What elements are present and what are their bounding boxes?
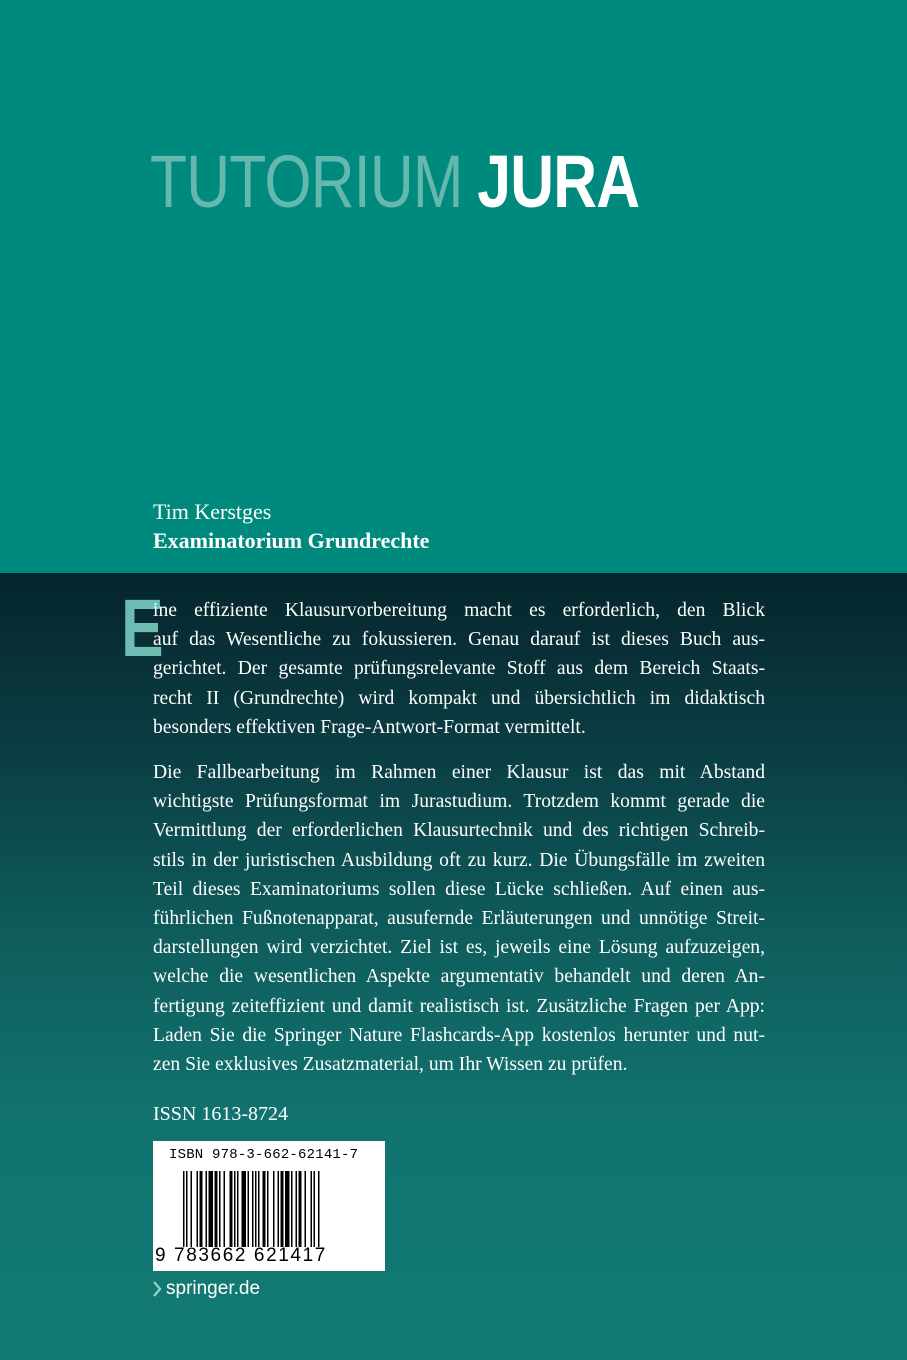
blurb-line: gerichtet. Der gesamte prüfungsrelevante Stoff aus dem Bereich Staats- — [153, 658, 765, 680]
blurb-line: Die Fallbearbeitung im Rahmen einer Klausur ist das mit Abstand — [153, 762, 765, 783]
chevron-right-icon — [152, 1281, 162, 1297]
series-title — [150, 140, 640, 223]
blurb-line: zen Sie exklusives Zusatzmaterial, um Ihr Wissen zu prüfen. — [153, 1054, 628, 1076]
publisher-link-label: springer.de — [166, 1278, 261, 1299]
blurb-line: Laden Sie die Springer Nature Flashcards-App kostenlos herunter und nut- — [153, 1024, 765, 1046]
blurb-line: darstellungen wird verzichtet. Ziel ist es, jeweils eine Lösung aufzuzeigen, — [153, 937, 765, 959]
series-title-light: TUTORIUM — [150, 140, 463, 223]
blurb-paragraph-2 — [153, 758, 765, 1079]
book-title: Examinatorium Grundrechte — [153, 528, 430, 553]
blurb-line: welche die wesentlichen Aspekte argumentativ behandelt und deren An- — [153, 966, 765, 988]
publisher-link[interactable] — [152, 1278, 260, 1300]
series-title-bold: JURA — [477, 140, 640, 223]
barcode-icon — [183, 1171, 363, 1247]
top-panel — [0, 0, 907, 573]
blurb-line: führlichen Fußnotenapparat, ausufernde Erläuterungen und unnötige Streit- — [153, 908, 765, 930]
blurb-line: Teil dieses Examinatoriums sollen diese Lücke schließen. Auf einen aus- — [153, 878, 765, 900]
blurb-line: fertigung zeiteffizient und damit realistisch ist. Zusätzliche Fragen per App: — [153, 995, 765, 1017]
drop-cap: E — [121, 583, 164, 674]
blurb-line: wichtigste Prüfungsformat im Jurastudium. Trotzdem kommt gerade die — [153, 791, 765, 813]
issn-number: ISSN 1613-8724 — [153, 1103, 289, 1125]
blurb-line: besonders effektiven Frage-Antwort-Format vermittelt. — [153, 716, 586, 738]
isbn-label: ISBN 978-3-662-62141-7 — [169, 1147, 359, 1163]
blurb-paragraph-1 — [153, 596, 765, 742]
barcode-box — [153, 1141, 385, 1271]
ean-digits: 9 783662 621417 — [155, 1245, 327, 1266]
author-name: Tim Kerstges — [153, 499, 272, 524]
blurb-line: ine effiziente Klausurvorbereitung macht es erforderlich, den Blick — [153, 600, 765, 621]
blurb-line: Vermittlung der erforderlichen Klausurtechnik und des richtigen Schreib- — [153, 820, 765, 842]
blurb-line: stils in der juristischen Ausbildung oft zu kurz. Die Übungsfälle im zweiten — [153, 849, 765, 871]
blurb-line: auf das Wesentliche zu fokussieren. Genau darauf ist dieses Buch aus- — [153, 629, 765, 651]
blurb-line: recht II (Grundrechte) wird kompakt und übersichtlich im didaktisch — [153, 687, 765, 709]
